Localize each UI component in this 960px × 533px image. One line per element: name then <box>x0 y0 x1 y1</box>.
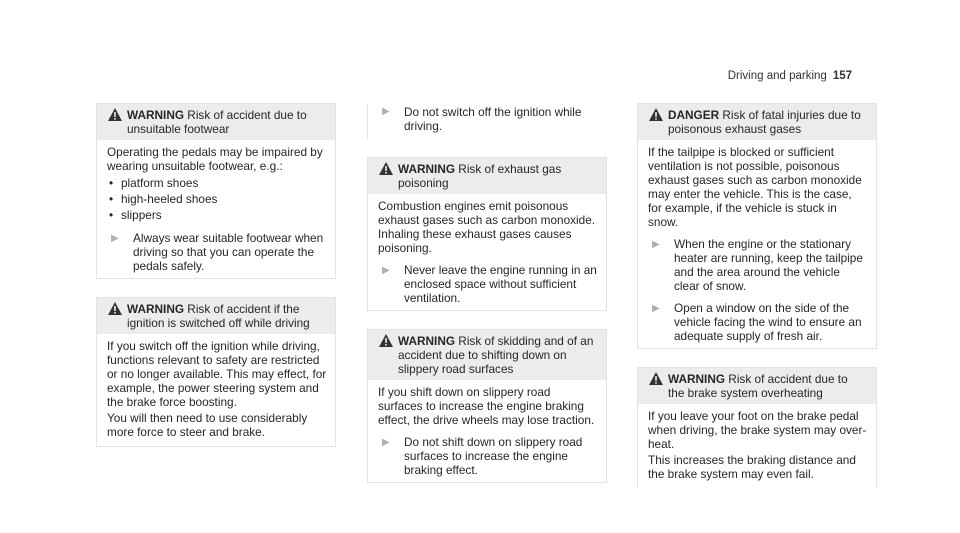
body-text: If you shift down on slippery road surfaces to increase the engine braking effect, the drive wheels may lose traction. <box>378 385 595 427</box>
danger-exhaust <box>637 103 877 349</box>
list-item: • platform shoes <box>107 175 327 191</box>
warning-header <box>368 330 606 380</box>
warning-ignition <box>96 297 336 447</box>
list-item: • slippers <box>107 207 327 223</box>
body-text: Combustion engines emit poisonous exhaust gases such as carbon monoxide. Inhaling these exhaust gases causes poisoning. <box>378 199 596 255</box>
danger-label: DANGER <box>668 108 720 122</box>
action-step <box>648 237 868 293</box>
continued-action <box>367 105 607 139</box>
warning-exhaust <box>367 157 607 311</box>
action-step <box>368 105 607 133</box>
arrow-icon: ▶ <box>111 233 119 244</box>
body-text: You will then need to use considerably more force to steer and brake. <box>107 411 308 439</box>
warning-body <box>368 380 606 482</box>
list-item: • high-heeled shoes <box>107 191 327 207</box>
warning-triangle-icon <box>108 108 122 121</box>
body-text: This increases the braking distance and the brake system may even fail. <box>648 453 856 481</box>
action-text: Do not switch off the ignition while driving. <box>404 105 582 133</box>
arrow-icon: ▶ <box>382 265 390 276</box>
warning-header <box>97 104 335 140</box>
body-text: Operating the pedals may be impaired by wearing unsuitable footwear, e.g.: <box>107 145 323 173</box>
warning-title: Risk of exhaust gas poisoning <box>398 162 562 190</box>
warning-skidding <box>367 329 607 483</box>
body-text: If you switch off the ignition while driving, functions relevant to safety are restricted or no longer available. This may effect, for example, the power steering system and the brake force boosting. <box>107 339 327 409</box>
column-3 <box>637 103 877 506</box>
warning-label: WARNING <box>127 302 185 316</box>
warning-title: Risk of accident due to the brake system overheating <box>668 372 848 400</box>
danger-title: Risk of fatal injuries due to poisonous exhaust gases <box>668 108 861 136</box>
warning-label: WARNING <box>398 162 456 176</box>
section-title: Driving and parking <box>727 70 827 82</box>
page-header <box>728 70 852 82</box>
column-2 <box>367 103 607 501</box>
arrow-icon: ▶ <box>382 437 390 448</box>
warning-header <box>638 368 876 404</box>
danger-body <box>638 140 876 348</box>
action-text: Always wear suitable footwear when driving so that you can operate the pedals safely. <box>133 231 324 273</box>
arrow-icon: ▶ <box>382 106 390 117</box>
warning-body <box>97 140 335 278</box>
action-step <box>378 263 598 305</box>
warning-triangle-icon <box>649 372 663 385</box>
body-text: If the tailpipe is blocked or sufficient ventilation is not possible, poisonous exhaust gases such as carbon monoxide may enter the vehicle. This is the case, for example, if the vehicle is stuck in snow. <box>648 145 862 229</box>
warning-title: Risk of skidding and of an accident due to shifting down on slippery road surfaces <box>398 334 594 376</box>
warning-triangle-icon <box>379 162 393 175</box>
warning-triangle-icon <box>108 302 122 315</box>
arrow-icon: ▶ <box>652 239 660 250</box>
warning-label: WARNING <box>398 334 456 348</box>
action-step <box>107 231 327 273</box>
warning-body <box>368 194 606 310</box>
warning-triangle-icon <box>649 108 663 121</box>
action-step <box>378 435 598 477</box>
warning-header <box>97 298 335 334</box>
warning-label: WARNING <box>127 108 185 122</box>
column-1 <box>96 103 336 465</box>
warning-triangle-icon <box>379 334 393 347</box>
action-text: Do not shift down on slippery road surfaces to increase the engine braking effect. <box>404 435 583 477</box>
arrow-icon: ▶ <box>652 303 660 314</box>
warning-title: Risk of accident due to unsuitable footwear <box>127 108 307 136</box>
warning-brake-overheat <box>637 367 877 488</box>
warning-body <box>638 404 876 488</box>
warning-title: Risk of accident if the ignition is switched off while driving <box>127 302 310 330</box>
danger-header <box>638 104 876 140</box>
action-step <box>648 301 868 343</box>
warning-header <box>368 158 606 194</box>
action-text: Open a window on the side of the vehicle facing the wind to ensure an adequate supply of fresh air. <box>674 301 862 343</box>
page-number: 157 <box>832 70 852 82</box>
warning-body <box>97 334 335 446</box>
warning-footwear <box>96 103 336 279</box>
action-text: Never leave the engine running in an enclosed space without sufficient ventilation. <box>404 263 597 305</box>
bullet-list <box>107 175 327 223</box>
body-text: If you leave your foot on the brake pedal when driving, the brake system may overheat. <box>648 409 867 451</box>
action-text: When the engine or the stationary heater are running, keep the tailpipe and the area around the vehicle clear of snow. <box>674 237 863 293</box>
warning-label: WARNING <box>668 372 726 386</box>
